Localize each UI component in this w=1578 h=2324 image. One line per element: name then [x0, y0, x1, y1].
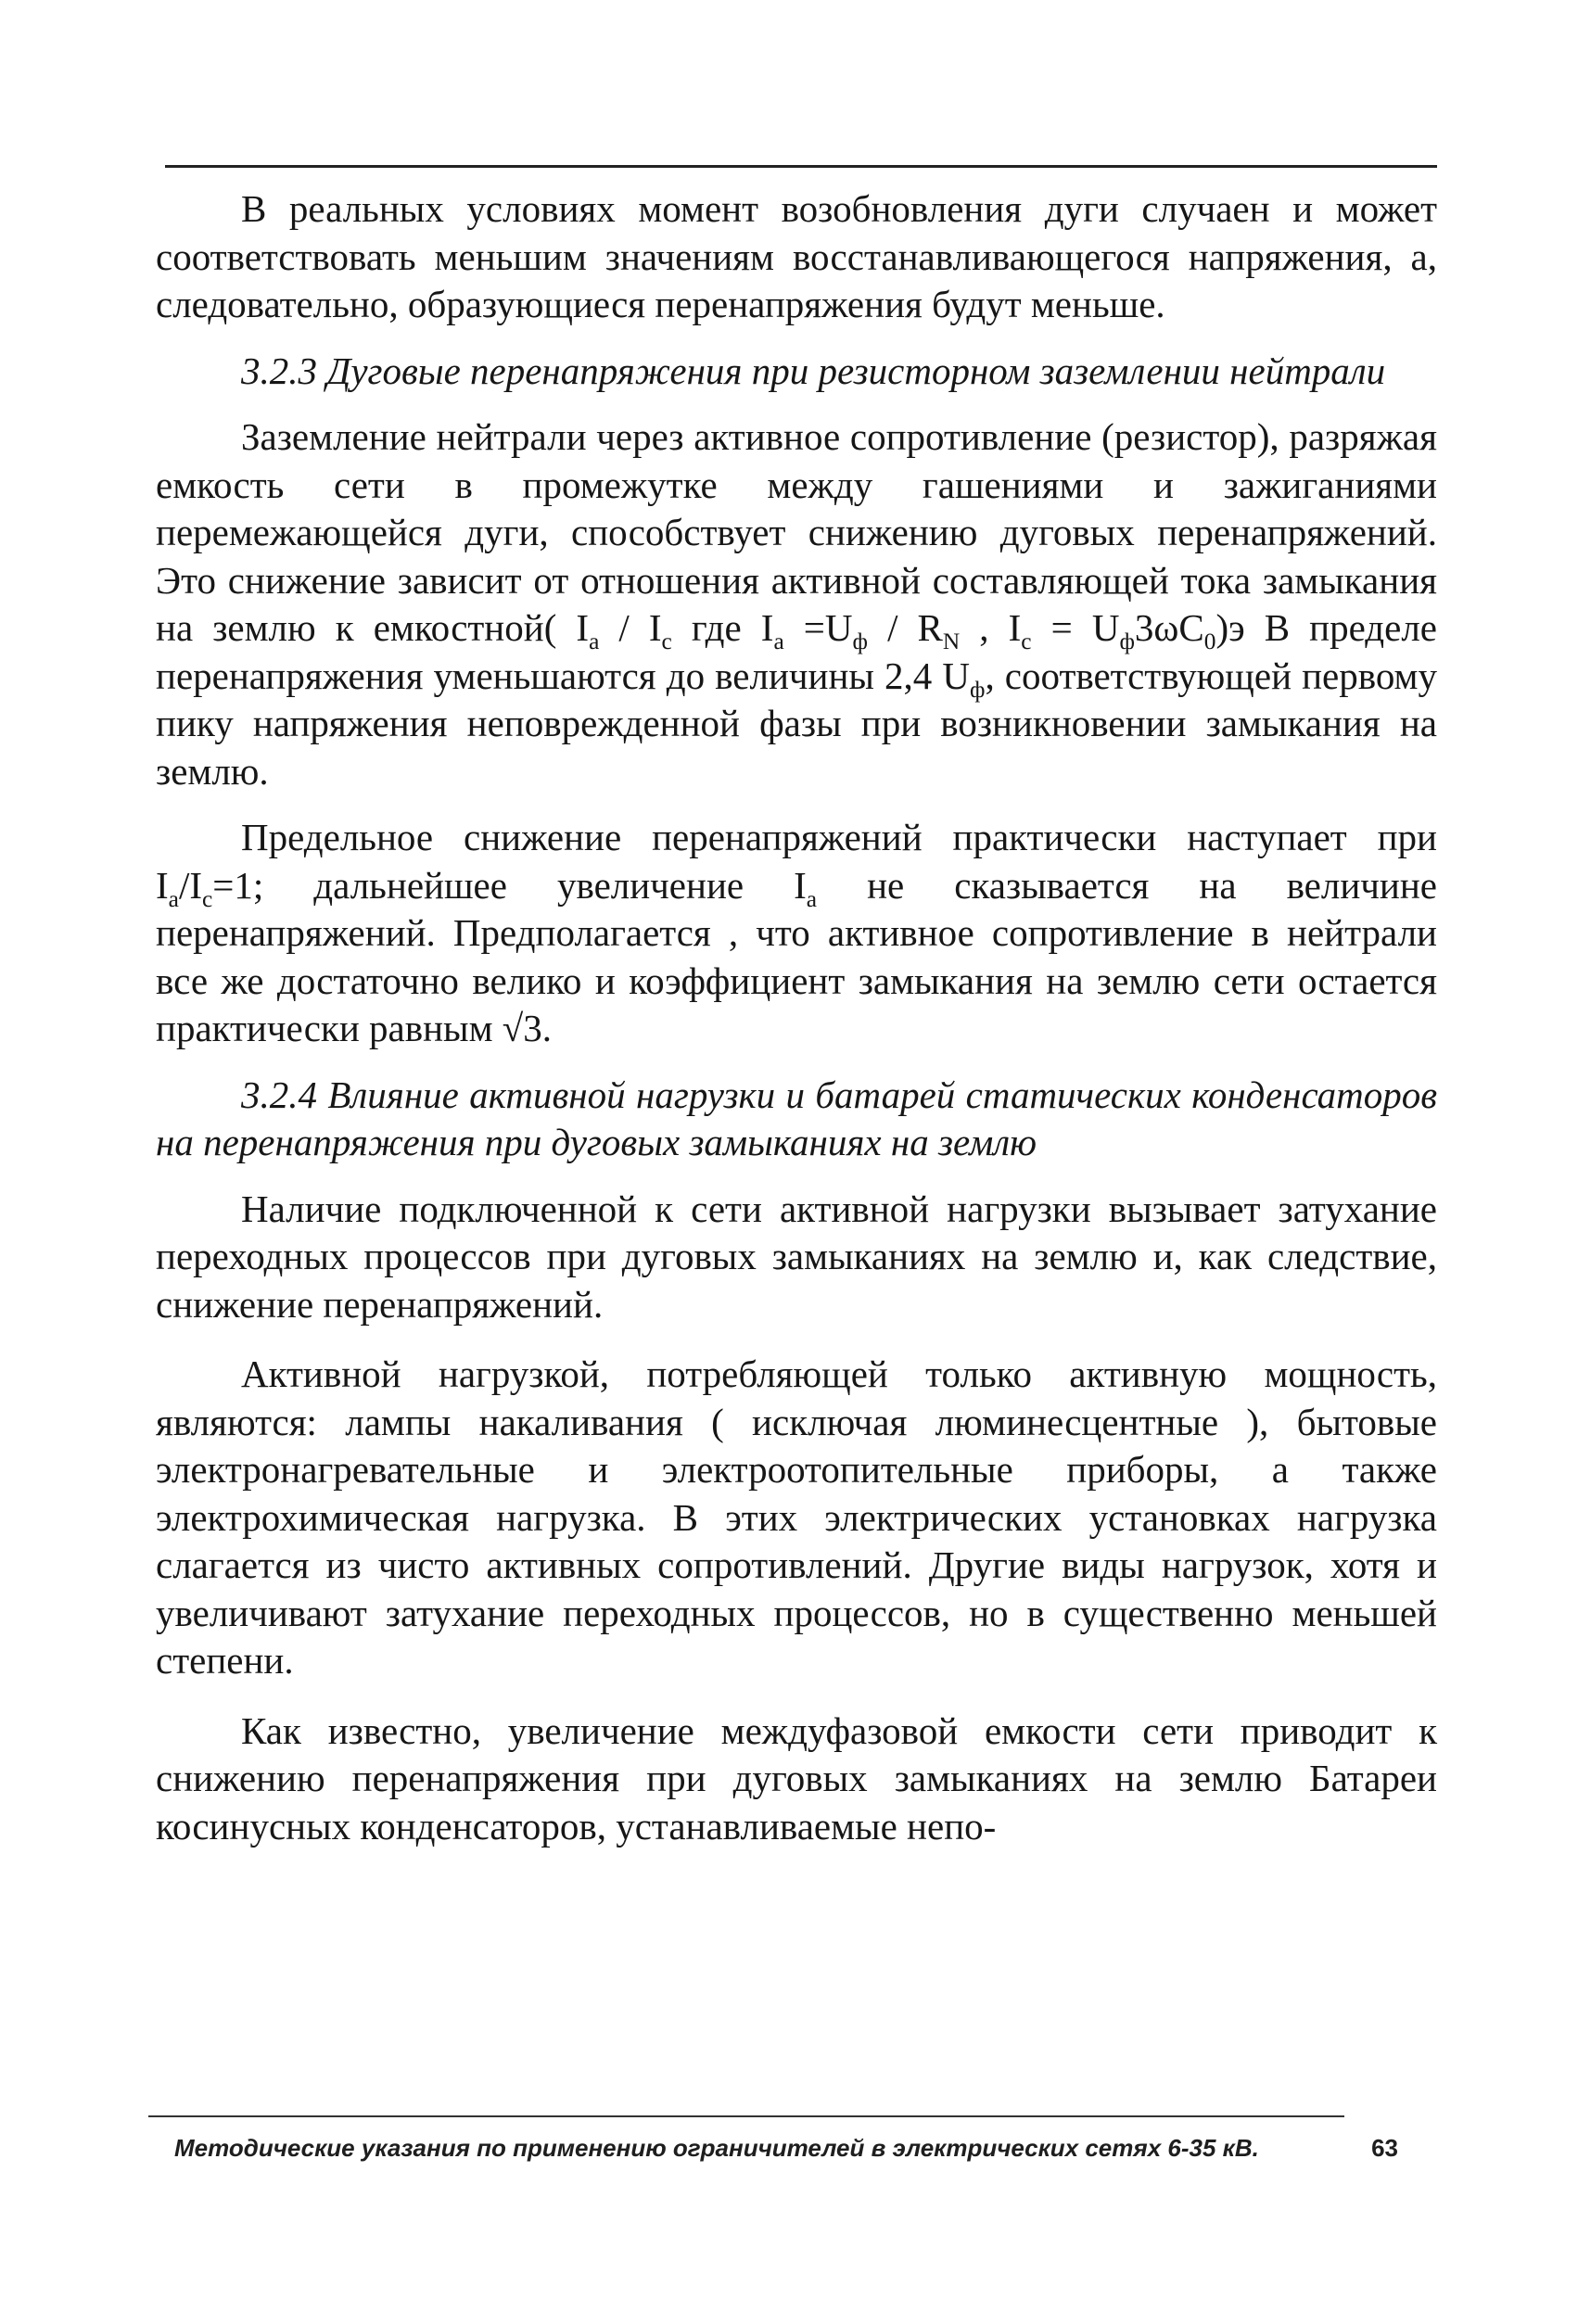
- paragraph-active-load: Наличие подключенной к сети активной нагрузки вызывает затухание переходных процессов при дуговых замыканиях на землю и, как следствие, снижение перенапряжений.: [156, 1187, 1437, 1326]
- paragraph-phase-capacitance: Как известно, увеличение междуфазовой емкости сети приводит к снижению перенапряжения при дуговых замыканиях на землю Батареи косинусных конденсаторов, устанавливаемые непо-: [156, 1708, 1437, 1848]
- paragraph-active-load-types: Активной нагрузкой, потребляющей только активную мощность, являются: лампы накаливания ( исключая люминесцентные ), бытовые электронагревательные и электроотопительные приборы, а также электрохимическая нагрузка. В этих электрических установках нагрузка слагается из чисто активных сопротивлений. Другие виды нагрузок, хотя и увеличивают затухание переходных процессов, но в существенно меньшей степени.: [156, 1352, 1437, 1682]
- page-number: 63: [1371, 2134, 1398, 2162]
- page-footer: [174, 2134, 1398, 2163]
- top-rule: [165, 165, 1437, 168]
- text-body: [156, 185, 1437, 1850]
- footer-rule: [148, 2115, 1344, 2117]
- section-heading-3-2-4: 3.2.4 Влияние активной нагрузки и батарей статических конденсаторов на перенапряжения при дуговых замыканиях на землю: [156, 1073, 1437, 1163]
- section-heading-3-2-3: 3.2.3 Дуговые перенапряжения при резисторном заземлении нейтрали: [241, 349, 1386, 392]
- footer-title: Методические указания по применению ограничителей в электрических сетях 6-35 кВ.: [174, 2134, 1259, 2162]
- paragraph-arc-restrike: В реальных условиях момент возобновления дуги случаен и может соответствовать меньшим значениям восстанавливающегося напряжения, а, следовательно, образующиеся перенапряжения будут меньше.: [156, 187, 1437, 325]
- paragraph-limit-reduction: Предельное снижение перенапряжений практически наступает при $I_а/I_c=1$; дальнейшее увеличение $I_а$ не сказывается на величине перенапряжений. Предполагается , что активное сопротивление в нейтрали все же достаточно велико и коэффициент замыкания на землю сети остается практически равным √3.: [156, 816, 1437, 1049]
- paragraph-resistor-grounding: Заземление нейтрали через активное сопротивление (резистор), разряжая емкость сети в промежутке между гашениями и зажиганиями перемежающейся дуги, способствует снижению дуговых перенапряжений. Это снижение зависит от отношения активной составляющей тока замыкания на землю к емкостной( $I_а / I_c$ где $I_а =U_ф / R_N$ , $I_c = U_ф3\omega C_0)э$ В пределе перенапряжения уменьшаются до величины 2,4 $U_ф$, соответствующей первому пику напряжения неповрежденной фазы при возникновении замыкания на землю.: [156, 415, 1437, 793]
